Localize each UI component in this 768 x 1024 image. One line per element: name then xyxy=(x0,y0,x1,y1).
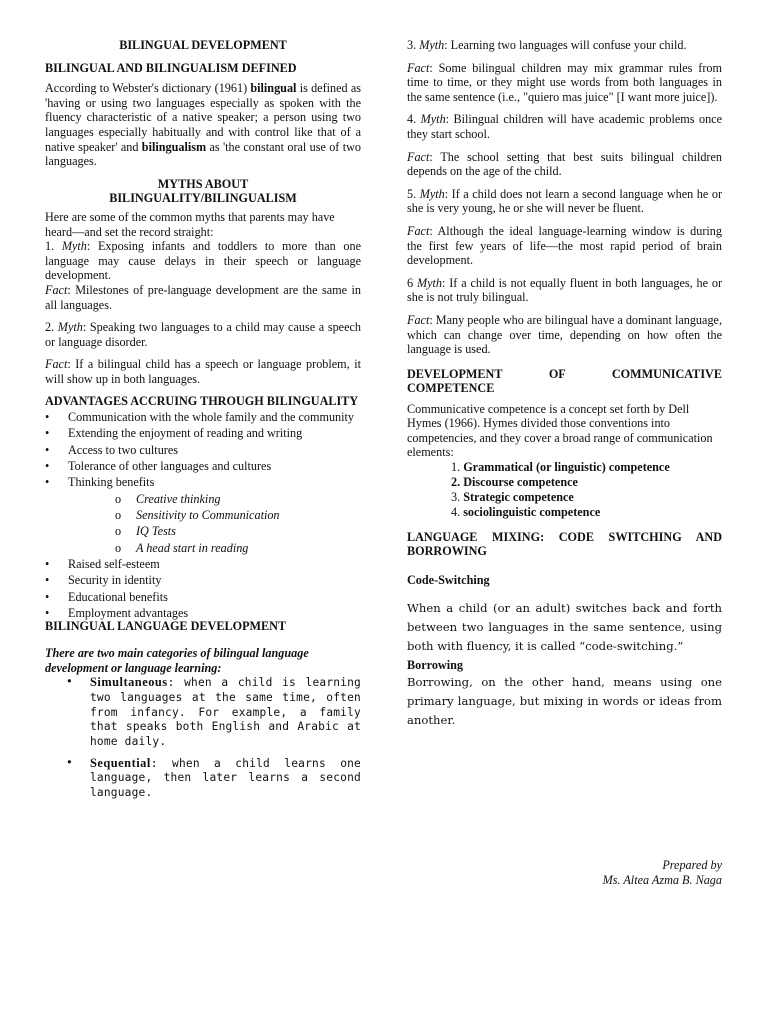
document-title: BILINGUAL DEVELOPMENT xyxy=(119,38,287,52)
myth-1: 1. Myth: Exposing infants and toddlers to more than one language may cause delays in their speech or language development. xyxy=(45,239,362,283)
advantages-heading: ADVANTAGES ACCRUING THROUGH BILINGUALITY xyxy=(45,394,359,409)
list-item: • Employment advantages xyxy=(45,606,189,621)
right-column xyxy=(407,38,723,887)
competence-intro: Communicative competence is a concept set forth by Dell Hymes (1966). Hymes divided those conventions into competencies, and they cover a broad range of communication elements: xyxy=(407,401,713,460)
myth-5: 5. Myth: If a child does not learn a second language when he or she is very young, he or she will never be fluent. xyxy=(407,186,723,216)
list-item: • Communication with the whole family and the community xyxy=(45,410,355,425)
list-item: 4. sociolinguistic competence xyxy=(451,504,601,519)
thinking-benefits-list xyxy=(45,491,361,557)
bld-intro: There are two main categories of bilingual language development or language learning: xyxy=(45,645,309,675)
list-item: • Access to two cultures xyxy=(45,442,178,457)
list-item: o Creative thinking xyxy=(115,491,221,506)
code-switching-text: When a child (or an adult) switches back and forth between two languages in the same sentence, using both with fluency, it is called “code-switching.” xyxy=(407,601,722,654)
left-column xyxy=(45,38,361,801)
competence-heading: DEVELOPMENT OF COMMUNICATIVE COMPETENCE xyxy=(407,366,722,396)
list-item: o Sensitivity to Communication xyxy=(115,507,280,522)
myths-heading: MYTHS ABOUT BILINGUALITY/BILINGUALISM xyxy=(109,176,297,206)
list-item: • Sequential: when a child learns one language, then later learns a second language. xyxy=(66,755,361,800)
list-item: 3. Strategic competence xyxy=(451,489,574,504)
advantages-list xyxy=(45,409,361,490)
borrowing-heading: Borrowing xyxy=(407,658,463,673)
defined-heading: BILINGUAL AND BILINGUALISM DEFINED xyxy=(45,60,297,75)
myth-6: 6 Myth: If a child is not equally fluent in both languages, he or she is not truly bilingual. xyxy=(407,275,723,305)
mixing-heading: LANGUAGE MIXING: CODE SWITCHING AND BORROWING xyxy=(407,529,722,559)
borrowing-text: Borrowing, on the other hand, means using one primary language, but mixing in words or ideas from another. xyxy=(407,674,722,727)
myth-4: 4. Myth: Bilingual children will have academic problems once they start school. xyxy=(407,112,722,141)
author-name: Ms. Altea Azma B. Naga xyxy=(602,872,722,887)
list-item: • Extending the enjoyment of reading and writing xyxy=(45,426,303,441)
competence-list xyxy=(407,460,722,520)
fact-3: Fact: Some bilingual children may mix grammar rules from time to time, or they might use words from both languages in the same sentence (i.e., "quiero mas juice" [I want more juice]). xyxy=(407,60,722,104)
definition-paragraph: According to Webster's dictionary (1961) bilingual is defined as 'having or using two languages especially as spoken with the fluency characteristic of a native speaker; a person using two languages especially habitually and with control like that of a native speaker' and bilingualism as 'the constant oral use of two languages. xyxy=(45,81,361,169)
list-item: o IQ Tests xyxy=(115,524,176,539)
list-item: 1. Grammatical (or linguistic) competence xyxy=(451,459,670,474)
list-item: • Security in identity xyxy=(45,573,162,588)
fact-6: Fact: Many people who are bilingual have a dominant language, which can change over time, depending on how often the language is used. xyxy=(407,312,722,357)
advantages-list-2 xyxy=(45,556,361,621)
fact-5: Fact: Although the ideal language-learning window is during the first few years of life—the most rapid period of brain development. xyxy=(407,223,722,268)
list-item: • Educational benefits xyxy=(45,589,168,604)
list-item: • Simultaneous: when a child is learning two languages at the same time, often from infancy. For example, a family that speaks both English and Arabic at home daily. xyxy=(66,675,361,748)
myths-intro: Here are some of the common myths that parents may have heard—and set the record straight: xyxy=(45,209,335,239)
list-item: • Raised self-esteem xyxy=(45,557,160,572)
bld-heading: BILINGUAL LANGUAGE DEVELOPMENT xyxy=(45,619,287,634)
bld-categories xyxy=(45,675,361,801)
fact-2: Fact: If a bilingual child has a speech or language problem, it will show up in both languages. xyxy=(45,357,361,386)
signature xyxy=(603,858,722,887)
myth-3: 3. Myth: Learning two languages will confuse your child. xyxy=(407,38,687,52)
list-item: o A head start in reading xyxy=(115,540,249,555)
fact-4: Fact: The school setting that best suits bilingual children depends on the age of the child. xyxy=(407,149,722,179)
list-item: • Tolerance of other languages and cultures xyxy=(45,458,272,473)
list-item: 2. Discourse competence xyxy=(451,474,578,489)
prepared-by-label: Prepared by xyxy=(662,858,722,872)
myth-2: 2. Myth: Speaking two languages to a child may cause a speech or language disorder. xyxy=(45,320,361,349)
list-item: • Thinking benefits xyxy=(45,475,155,490)
fact-1: Fact: Milestones of pre-language development are the same in all languages. xyxy=(45,282,361,312)
code-switching-heading: Code-Switching xyxy=(407,572,490,587)
